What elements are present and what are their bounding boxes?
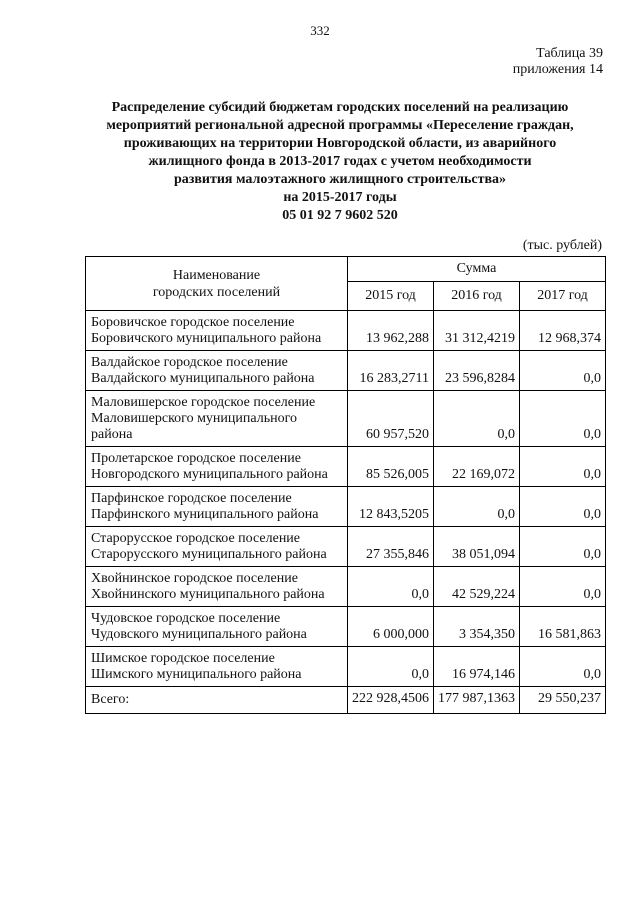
table-row [86, 487, 606, 527]
value-2015: 16 283,2711 [348, 351, 434, 391]
value-2015: 6 000,000 [348, 607, 434, 647]
value-2017: 0,0 [520, 351, 606, 391]
settlement-name-line: Чудовское городское поселение [91, 611, 281, 626]
settlement-name [86, 351, 348, 391]
table-row [86, 311, 606, 351]
settlement-name-line: Боровичское городское поселение [91, 315, 295, 330]
document-title [60, 99, 620, 225]
units-label: (тыс. рублей) [522, 238, 602, 253]
settlement-name-line: Парфинское городское поселение [91, 491, 292, 506]
title-line: Распределение субсидий бюджетам городских поселений на реализацию [111, 100, 569, 115]
value-2015: 60 957,520 [348, 391, 434, 447]
settlement-name-line: Новгородского муниципального района [91, 467, 328, 482]
value-2015: 85 526,005 [348, 447, 434, 487]
settlement-name-line: Парфинского муниципального района [91, 507, 319, 522]
value-2017: 16 581,863 [520, 607, 606, 647]
settlement-name-line: Валдайское городское поселение [91, 355, 288, 370]
table-row [86, 567, 606, 607]
value-2017: 12 968,374 [520, 311, 606, 351]
settlement-name-line: Шимского муниципального района [91, 667, 302, 682]
settlement-name-line: Пролетарское городское поселение [91, 451, 301, 466]
table-row [86, 447, 606, 487]
total-2017: 29 550,237 [520, 687, 606, 714]
value-2016: 38 051,094 [434, 527, 520, 567]
value-2016: 42 529,224 [434, 567, 520, 607]
total-2016: 177 987,1363 [434, 687, 520, 714]
table-row [86, 391, 606, 447]
settlement-name [86, 487, 348, 527]
header-sum: Сумма [348, 257, 606, 282]
value-2015: 27 355,846 [348, 527, 434, 567]
value-2017: 0,0 [520, 447, 606, 487]
settlement-name [86, 567, 348, 607]
value-2016: 0,0 [434, 391, 520, 447]
table-row [86, 607, 606, 647]
header-year-2016: 2016 год [434, 282, 520, 311]
value-2016: 0,0 [434, 487, 520, 527]
header-settlement-name [86, 257, 348, 311]
settlement-name-line: Маловишерское городское поселение [91, 395, 316, 410]
settlement-name [86, 447, 348, 487]
header-year-2015: 2015 год [348, 282, 434, 311]
title-line: развития малоэтажного жилищного строительства» [173, 172, 507, 187]
settlement-name-line: Хвойнинского муниципального района [91, 587, 325, 602]
settlement-name [86, 311, 348, 351]
settlement-name [86, 527, 348, 567]
header-name-line1: Наименование [172, 267, 261, 283]
total-2015: 222 928,4506 [348, 687, 434, 714]
value-2016: 31 312,4219 [434, 311, 520, 351]
total-row [86, 687, 606, 714]
table-reference-line1: Таблица 39 [536, 46, 603, 61]
settlement-name-line: Маловишерского муниципального [91, 411, 297, 426]
value-2016: 22 169,072 [434, 447, 520, 487]
value-2015: 13 962,288 [348, 311, 434, 351]
subsidy-table [85, 256, 606, 714]
value-2016: 3 354,350 [434, 607, 520, 647]
settlement-name-line: Боровичского муниципального района [91, 331, 322, 346]
settlement-name-line: Старорусское городское поселение [91, 531, 301, 546]
value-2017: 0,0 [520, 567, 606, 607]
settlement-name-line: Старорусского муниципального района [91, 547, 327, 562]
settlement-name-line: района [91, 427, 133, 442]
settlement-name-line: Валдайского муниципального района [91, 371, 315, 386]
value-2017: 0,0 [520, 647, 606, 687]
title-line: жилищного фонда в 2013-2017 годах с учетом необходимости [148, 154, 532, 169]
budget-code: 05 01 92 7 9602 520 [282, 208, 398, 223]
page-number: 332 [310, 23, 330, 38]
settlement-name [86, 647, 348, 687]
table-reference-line2: приложения 14 [512, 62, 603, 77]
total-label: Всего: [86, 687, 348, 714]
settlement-name-line: Шимское городское поселение [91, 651, 275, 666]
title-line: проживающих на территории Новгородской области, из аварийного [123, 136, 557, 151]
value-2016: 16 974,146 [434, 647, 520, 687]
title-line: на 2015-2017 годы [283, 190, 397, 205]
value-2015: 0,0 [348, 647, 434, 687]
value-2017: 0,0 [520, 487, 606, 527]
value-2017: 0,0 [520, 527, 606, 567]
table-reference [513, 46, 603, 78]
table-row [86, 351, 606, 391]
header-year-2017: 2017 год [520, 282, 606, 311]
value-2016: 23 596,8284 [434, 351, 520, 391]
settlement-name-line: Хвойнинское городское поселение [91, 571, 298, 586]
settlement-name [86, 607, 348, 647]
header-name-line2: городских поселений [152, 284, 281, 300]
value-2015: 12 843,5205 [348, 487, 434, 527]
title-line: мероприятий региональной адресной программы «Переселение граждан, [106, 118, 574, 133]
value-2017: 0,0 [520, 391, 606, 447]
value-2015: 0,0 [348, 567, 434, 607]
settlement-name [86, 391, 348, 447]
settlement-name-line: Чудовского муниципального района [91, 627, 307, 642]
table-row [86, 527, 606, 567]
table-row [86, 647, 606, 687]
